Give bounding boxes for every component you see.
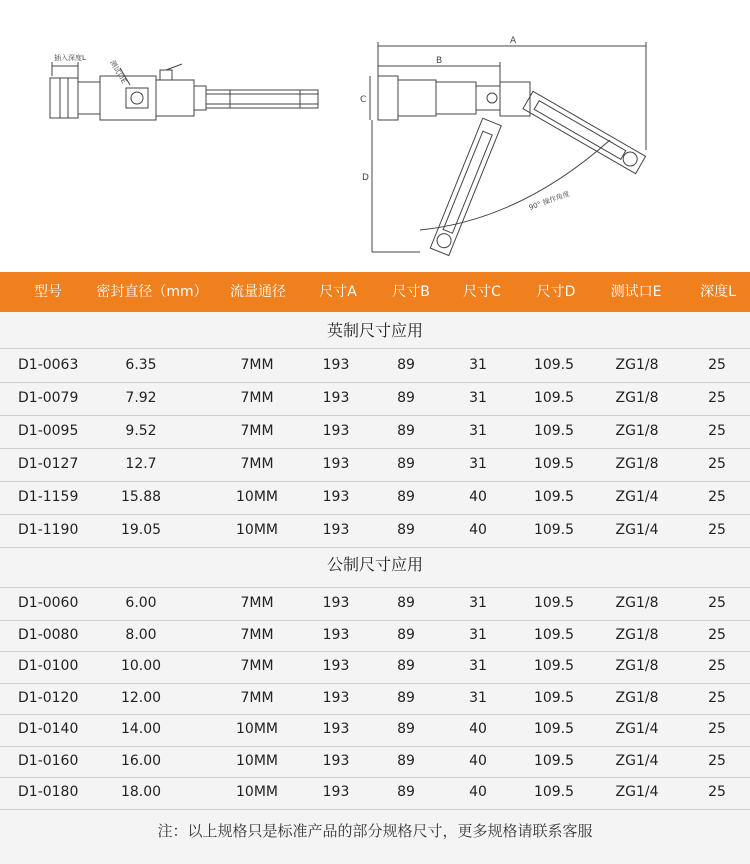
cell-depth: 25 bbox=[708, 390, 726, 406]
cell-test-port: ZG1/8 bbox=[615, 390, 659, 406]
cell-dim-a: 193 bbox=[322, 522, 350, 538]
dim-a-label: A bbox=[510, 36, 517, 46]
cell-model: D1-0100 bbox=[18, 658, 79, 674]
cell-dim-c: 31 bbox=[469, 357, 487, 373]
cell-seal-diameter: 14.00 bbox=[120, 721, 162, 737]
cell-depth: 25 bbox=[708, 423, 726, 439]
cell-seal-diameter: 7.92 bbox=[125, 390, 157, 406]
cell-dim-c: 31 bbox=[469, 423, 487, 439]
cell-depth: 25 bbox=[708, 784, 726, 800]
cell-seal-diameter: 19.05 bbox=[120, 522, 162, 538]
cell-dim-c: 31 bbox=[469, 595, 487, 611]
cell-seal-diameter: 6.35 bbox=[125, 357, 157, 373]
table-row bbox=[0, 777, 750, 810]
cell-dim-d: 109.5 bbox=[533, 784, 575, 800]
cell-dim-b: 89 bbox=[397, 784, 415, 800]
footnote: 注：以上规格只是标准产品的部分规格尺寸，更多规格请联系客服 bbox=[157, 822, 593, 840]
table-row bbox=[0, 588, 750, 621]
cell-model: D1-0095 bbox=[18, 423, 79, 439]
cell-dim-d: 109.5 bbox=[533, 423, 575, 439]
cell-dim-c: 31 bbox=[469, 626, 487, 643]
cell-model: D1-0160 bbox=[18, 752, 79, 769]
side-view bbox=[50, 62, 318, 120]
table-row bbox=[0, 714, 750, 747]
cell-model: D1-0079 bbox=[18, 390, 79, 406]
table-row bbox=[0, 481, 750, 515]
table-row bbox=[0, 382, 750, 416]
cell-dim-a: 193 bbox=[322, 489, 350, 505]
cell-model: D1-0180 bbox=[18, 784, 79, 800]
cell-dim-c: 31 bbox=[469, 390, 487, 406]
cell-dim-d: 109.5 bbox=[533, 626, 575, 643]
cell-seal-diameter: 6.00 bbox=[125, 595, 157, 611]
cell-depth: 25 bbox=[708, 689, 726, 706]
cell-seal-diameter: 12.7 bbox=[125, 456, 157, 472]
cell-flow: 7MM bbox=[240, 456, 274, 472]
cell-flow: 10MM bbox=[236, 752, 278, 769]
cell-dim-c: 40 bbox=[469, 489, 487, 505]
dim-d-label: D bbox=[362, 173, 369, 183]
cell-test-port: ZG1/8 bbox=[615, 595, 659, 611]
cell-depth: 25 bbox=[708, 752, 726, 769]
cell-flow: 10MM bbox=[236, 721, 278, 737]
cell-dim-d: 109.5 bbox=[533, 752, 575, 769]
cell-flow: 10MM bbox=[236, 784, 278, 800]
cell-flow: 7MM bbox=[240, 658, 274, 674]
cell-dim-b: 89 bbox=[397, 626, 415, 643]
cell-flow: 7MM bbox=[240, 626, 274, 643]
header-dim-d: 尺寸D bbox=[536, 284, 576, 300]
cell-test-port: ZG1/8 bbox=[615, 658, 659, 674]
cell-depth: 25 bbox=[708, 626, 726, 643]
header-test-port: 测试口E bbox=[610, 284, 662, 300]
cell-test-port: ZG1/4 bbox=[615, 522, 659, 538]
cell-dim-c: 40 bbox=[469, 752, 487, 769]
dim-b-label: B bbox=[436, 56, 443, 66]
cell-dim-a: 193 bbox=[322, 390, 350, 406]
cell-dim-d: 109.5 bbox=[533, 456, 575, 472]
cell-dim-b: 89 bbox=[397, 390, 415, 406]
cell-flow: 7MM bbox=[240, 390, 274, 406]
cell-seal-diameter: 18.00 bbox=[120, 784, 162, 800]
cell-seal-diameter: 8.00 bbox=[125, 626, 157, 643]
cell-model: D1-0060 bbox=[18, 595, 79, 611]
cell-dim-b: 89 bbox=[397, 752, 415, 769]
cell-test-port: ZG1/4 bbox=[615, 784, 659, 800]
cell-test-port: ZG1/8 bbox=[615, 357, 659, 373]
table-row bbox=[0, 620, 750, 653]
table-row bbox=[0, 349, 750, 383]
cell-model: D1-0127 bbox=[18, 456, 79, 472]
cell-dim-c: 31 bbox=[469, 456, 487, 472]
cell-dim-b: 89 bbox=[397, 689, 415, 706]
cell-depth: 25 bbox=[708, 489, 726, 505]
header-seal-diameter: 密封直径（mm） bbox=[96, 284, 208, 300]
table-row bbox=[0, 415, 750, 449]
cell-dim-b: 89 bbox=[397, 658, 415, 674]
cell-dim-a: 193 bbox=[322, 357, 350, 373]
cell-model: D1-0080 bbox=[18, 626, 79, 643]
cell-dim-b: 89 bbox=[397, 423, 415, 439]
header-dim-a: 尺寸A bbox=[319, 284, 357, 300]
cell-dim-d: 109.5 bbox=[533, 595, 575, 611]
cell-depth: 25 bbox=[708, 658, 726, 674]
cell-dim-d: 109.5 bbox=[533, 721, 575, 737]
table-header bbox=[0, 272, 750, 312]
cell-model: D1-1159 bbox=[18, 489, 79, 505]
cell-dim-d: 109.5 bbox=[533, 522, 575, 538]
cell-seal-diameter: 15.88 bbox=[120, 489, 162, 505]
angle-note: 90° 操作角度 bbox=[527, 189, 571, 212]
cell-dim-a: 193 bbox=[322, 658, 350, 674]
header-depth: 深度L bbox=[700, 284, 736, 300]
test-port-label: 测试口E bbox=[108, 59, 128, 86]
header-dim-b: 尺寸B bbox=[392, 284, 430, 300]
cell-dim-c: 31 bbox=[469, 658, 487, 674]
cell-depth: 25 bbox=[708, 522, 726, 538]
cell-depth: 25 bbox=[708, 456, 726, 472]
cell-test-port: ZG1/8 bbox=[615, 626, 659, 643]
cell-test-port: ZG1/4 bbox=[615, 721, 659, 737]
cell-dim-a: 193 bbox=[322, 595, 350, 611]
cell-model: D1-1190 bbox=[18, 522, 79, 538]
table-row bbox=[0, 651, 750, 684]
cell-dim-d: 109.5 bbox=[533, 489, 575, 505]
cell-dim-c: 40 bbox=[469, 784, 487, 800]
cell-dim-c: 40 bbox=[469, 522, 487, 538]
cell-seal-diameter: 16.00 bbox=[120, 752, 162, 769]
cell-test-port: ZG1/8 bbox=[615, 689, 659, 706]
cell-dim-c: 40 bbox=[469, 721, 487, 737]
insert-depth-label: 插入深度L bbox=[54, 54, 86, 62]
cell-dim-b: 89 bbox=[397, 456, 415, 472]
cell-flow: 10MM bbox=[236, 489, 278, 505]
cell-dim-b: 89 bbox=[397, 357, 415, 373]
cell-flow: 7MM bbox=[240, 357, 274, 373]
cell-depth: 25 bbox=[708, 357, 726, 373]
cell-dim-b: 89 bbox=[397, 595, 415, 611]
header-flow: 流量通径 bbox=[230, 284, 286, 300]
cell-test-port: ZG1/4 bbox=[615, 752, 659, 769]
cell-flow: 7MM bbox=[240, 423, 274, 439]
cell-seal-diameter: 12.00 bbox=[120, 689, 162, 706]
cell-dim-a: 193 bbox=[322, 423, 350, 439]
cell-dim-d: 109.5 bbox=[533, 390, 575, 406]
cell-dim-a: 193 bbox=[322, 752, 350, 769]
cell-seal-diameter: 10.00 bbox=[120, 658, 162, 674]
dim-c-label: C bbox=[360, 95, 367, 105]
cell-flow: 7MM bbox=[240, 595, 274, 611]
cell-depth: 25 bbox=[708, 595, 726, 611]
cell-dim-a: 193 bbox=[322, 689, 350, 706]
cell-model: D1-0063 bbox=[18, 357, 79, 373]
cell-dim-a: 193 bbox=[322, 456, 350, 472]
metric-section-title: 公制尺寸应用 bbox=[326, 555, 423, 574]
cell-dim-b: 89 bbox=[397, 522, 415, 538]
connector-drawing bbox=[0, 0, 750, 272]
cell-dim-b: 89 bbox=[397, 721, 415, 737]
cell-dim-a: 193 bbox=[322, 784, 350, 800]
cell-dim-d: 109.5 bbox=[533, 689, 575, 706]
cell-test-port: ZG1/8 bbox=[615, 423, 659, 439]
table-row bbox=[0, 514, 750, 548]
cell-dim-b: 89 bbox=[397, 489, 415, 505]
cell-test-port: ZG1/4 bbox=[615, 489, 659, 505]
imperial-section-title: 英制尺寸应用 bbox=[326, 321, 423, 340]
technical-drawing bbox=[0, 0, 750, 272]
table-row bbox=[0, 683, 750, 716]
table-row bbox=[0, 448, 750, 482]
cell-flow: 10MM bbox=[236, 522, 278, 538]
header-model: 型号 bbox=[34, 284, 62, 300]
cell-dim-a: 193 bbox=[322, 626, 350, 643]
cell-depth: 25 bbox=[708, 721, 726, 737]
cell-flow: 7MM bbox=[240, 689, 274, 706]
cell-test-port: ZG1/8 bbox=[615, 456, 659, 472]
cell-dim-d: 109.5 bbox=[533, 658, 575, 674]
cell-model: D1-0120 bbox=[18, 689, 79, 706]
header-dim-c: 尺寸C bbox=[463, 284, 501, 300]
cell-seal-diameter: 9.52 bbox=[125, 423, 157, 439]
cell-dim-d: 109.5 bbox=[533, 357, 575, 373]
cell-dim-a: 193 bbox=[322, 721, 350, 737]
top-view bbox=[370, 42, 646, 256]
table-row bbox=[0, 746, 750, 779]
cell-model: D1-0140 bbox=[18, 721, 79, 737]
cell-dim-c: 31 bbox=[469, 689, 487, 706]
